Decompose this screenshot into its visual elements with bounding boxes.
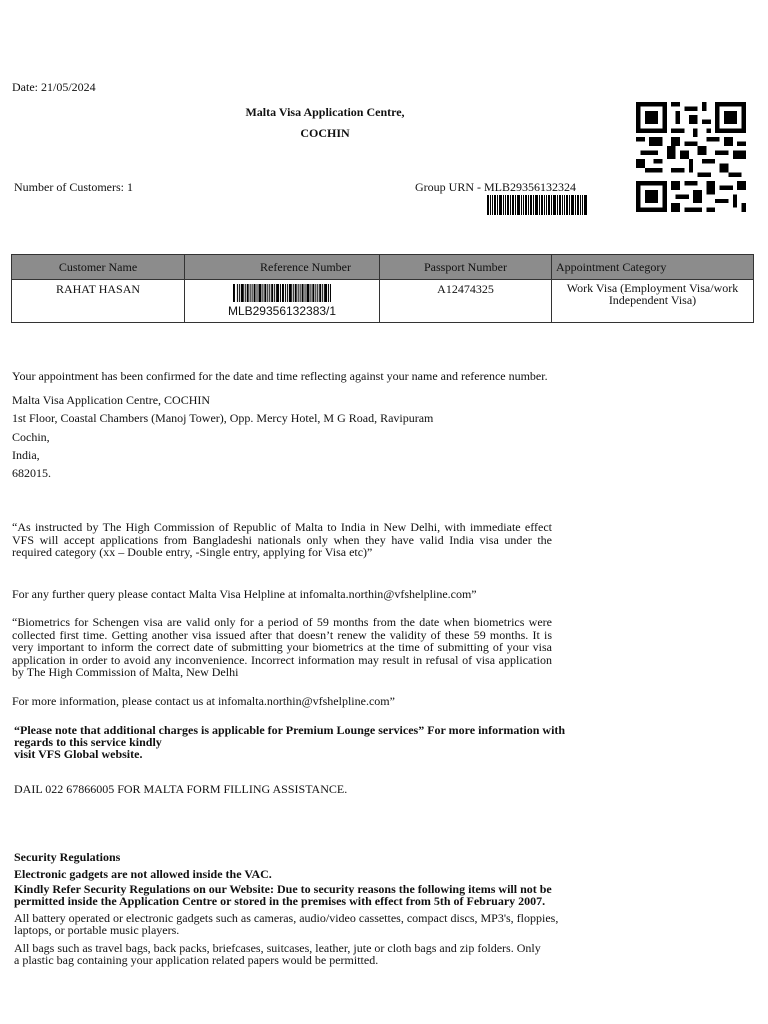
col-header-reference-number: Reference Number [185,255,380,280]
biometrics-notice: “Biometrics for Schengen visa are valid only for a period of 59 months from the date when biometrics were collected first time. Getting another visa issued after that doesn’t renew the validity of these 59 months. It is very important to inform the correct date of submitting your biometrics at the time of submitting of your visa application in order to avoid any inconvenience. Incorrect information may result in refusal of visa application by The High Commission of Malta, New Delhi [12,615,552,679]
address-line: 682015. [12,466,51,481]
security-battery-line: All battery operated or electronic gadgets such as cameras, audio/video cassettes, compact discs, MP3's, floppies, [14,911,559,925]
appointment-category-cell: Work Visa (Employment Visa/work Independent Visa) [552,280,754,323]
security-battery [14,912,558,936]
security-heading: Security Regulations [14,850,121,864]
reference-number: MLB29356132383/1 [227,304,337,318]
table-header-row [12,255,754,280]
col-header-passport-number: Passport Number [380,255,552,280]
appointment-table [11,254,754,323]
col-header-customer-name: Customer Name [12,255,185,280]
security-refer [14,883,552,907]
more-info: For more information, please contact us at infomalta.northin@vfshelpline.com” [12,694,395,708]
barcode-icon [487,195,587,215]
address-line: India, [12,447,40,462]
helpline-query: For any further query please contact Malta Visa Helpline at infomalta.northin@vfshelpline.com” [12,587,477,601]
table-row [12,280,754,323]
security-bags-line: a plastic bag containing your application related papers would be permitted. [14,953,379,967]
centre-address [12,391,433,482]
group-urn: Group URN - MLB29356132324 [415,180,576,194]
security-bags [14,942,541,966]
number-of-customers: Number of Customers: 1 [14,180,133,194]
confirmation-text: Your appointment has been confirmed for the date and time reflecting against your name and reference number. [12,369,548,383]
passport-number-cell: A12474325 [380,280,552,323]
address-line: Malta Visa Application Centre, COCHIN [12,393,211,407]
centre-title [240,102,410,144]
premium-lounge-notice [14,724,565,760]
centre-city: COCHIN [300,126,350,140]
security-battery-line: laptops, or portable music players. [14,923,180,937]
reference-number-cell [185,280,380,323]
col-header-appointment-category: Appointment Category [552,255,754,280]
address-line: Cochin, [12,429,50,444]
qr-code-icon [636,102,746,212]
instruction-notice: “As instructed by The High Commission of Republic of Malta to India in New Delhi, with immediate effect VFS will accept applications from Bangladeshi nationals only when they have valid India visa under the required category (xx – Double entry, -Single entry, applying for Visa etc)” [12,520,552,559]
premium-line: “Please note that additional charges is applicable for Premium Lounge services” For more information with [14,723,566,737]
security-refer-line: Kindly Refer Security Regulations on our Website: Due to security reasons the following items will not be [14,882,552,896]
centre-name: Malta Visa Application Centre, [245,105,405,119]
customer-name-cell: RAHAT HASAN [12,280,185,323]
address-line: 1st Floor, Coastal Chambers (Manoj Tower), Opp. Mercy Hotel, M G Road, Ravipuram [12,411,434,426]
form-filling-assistance: DAIL 022 67866005 FOR MALTA FORM FILLING ASSISTANCE. [14,782,348,796]
security-bags-line: All bags such as travel bags, back packs, briefcases, suitcases, leather, jute or cloth bags and zip folders. Only [14,941,541,955]
premium-line: visit VFS Global website. [14,747,143,761]
document-date: Date: 21/05/2024 [12,80,96,94]
security-gadgets: Electronic gadgets are not allowed inside the VAC. [14,867,272,881]
barcode-icon [233,284,331,302]
security-refer-line: permitted inside the Application Centre or stored in the premises with effect from 5th of February 2007. [14,894,546,908]
premium-line: regards to this service kindly [14,735,162,749]
